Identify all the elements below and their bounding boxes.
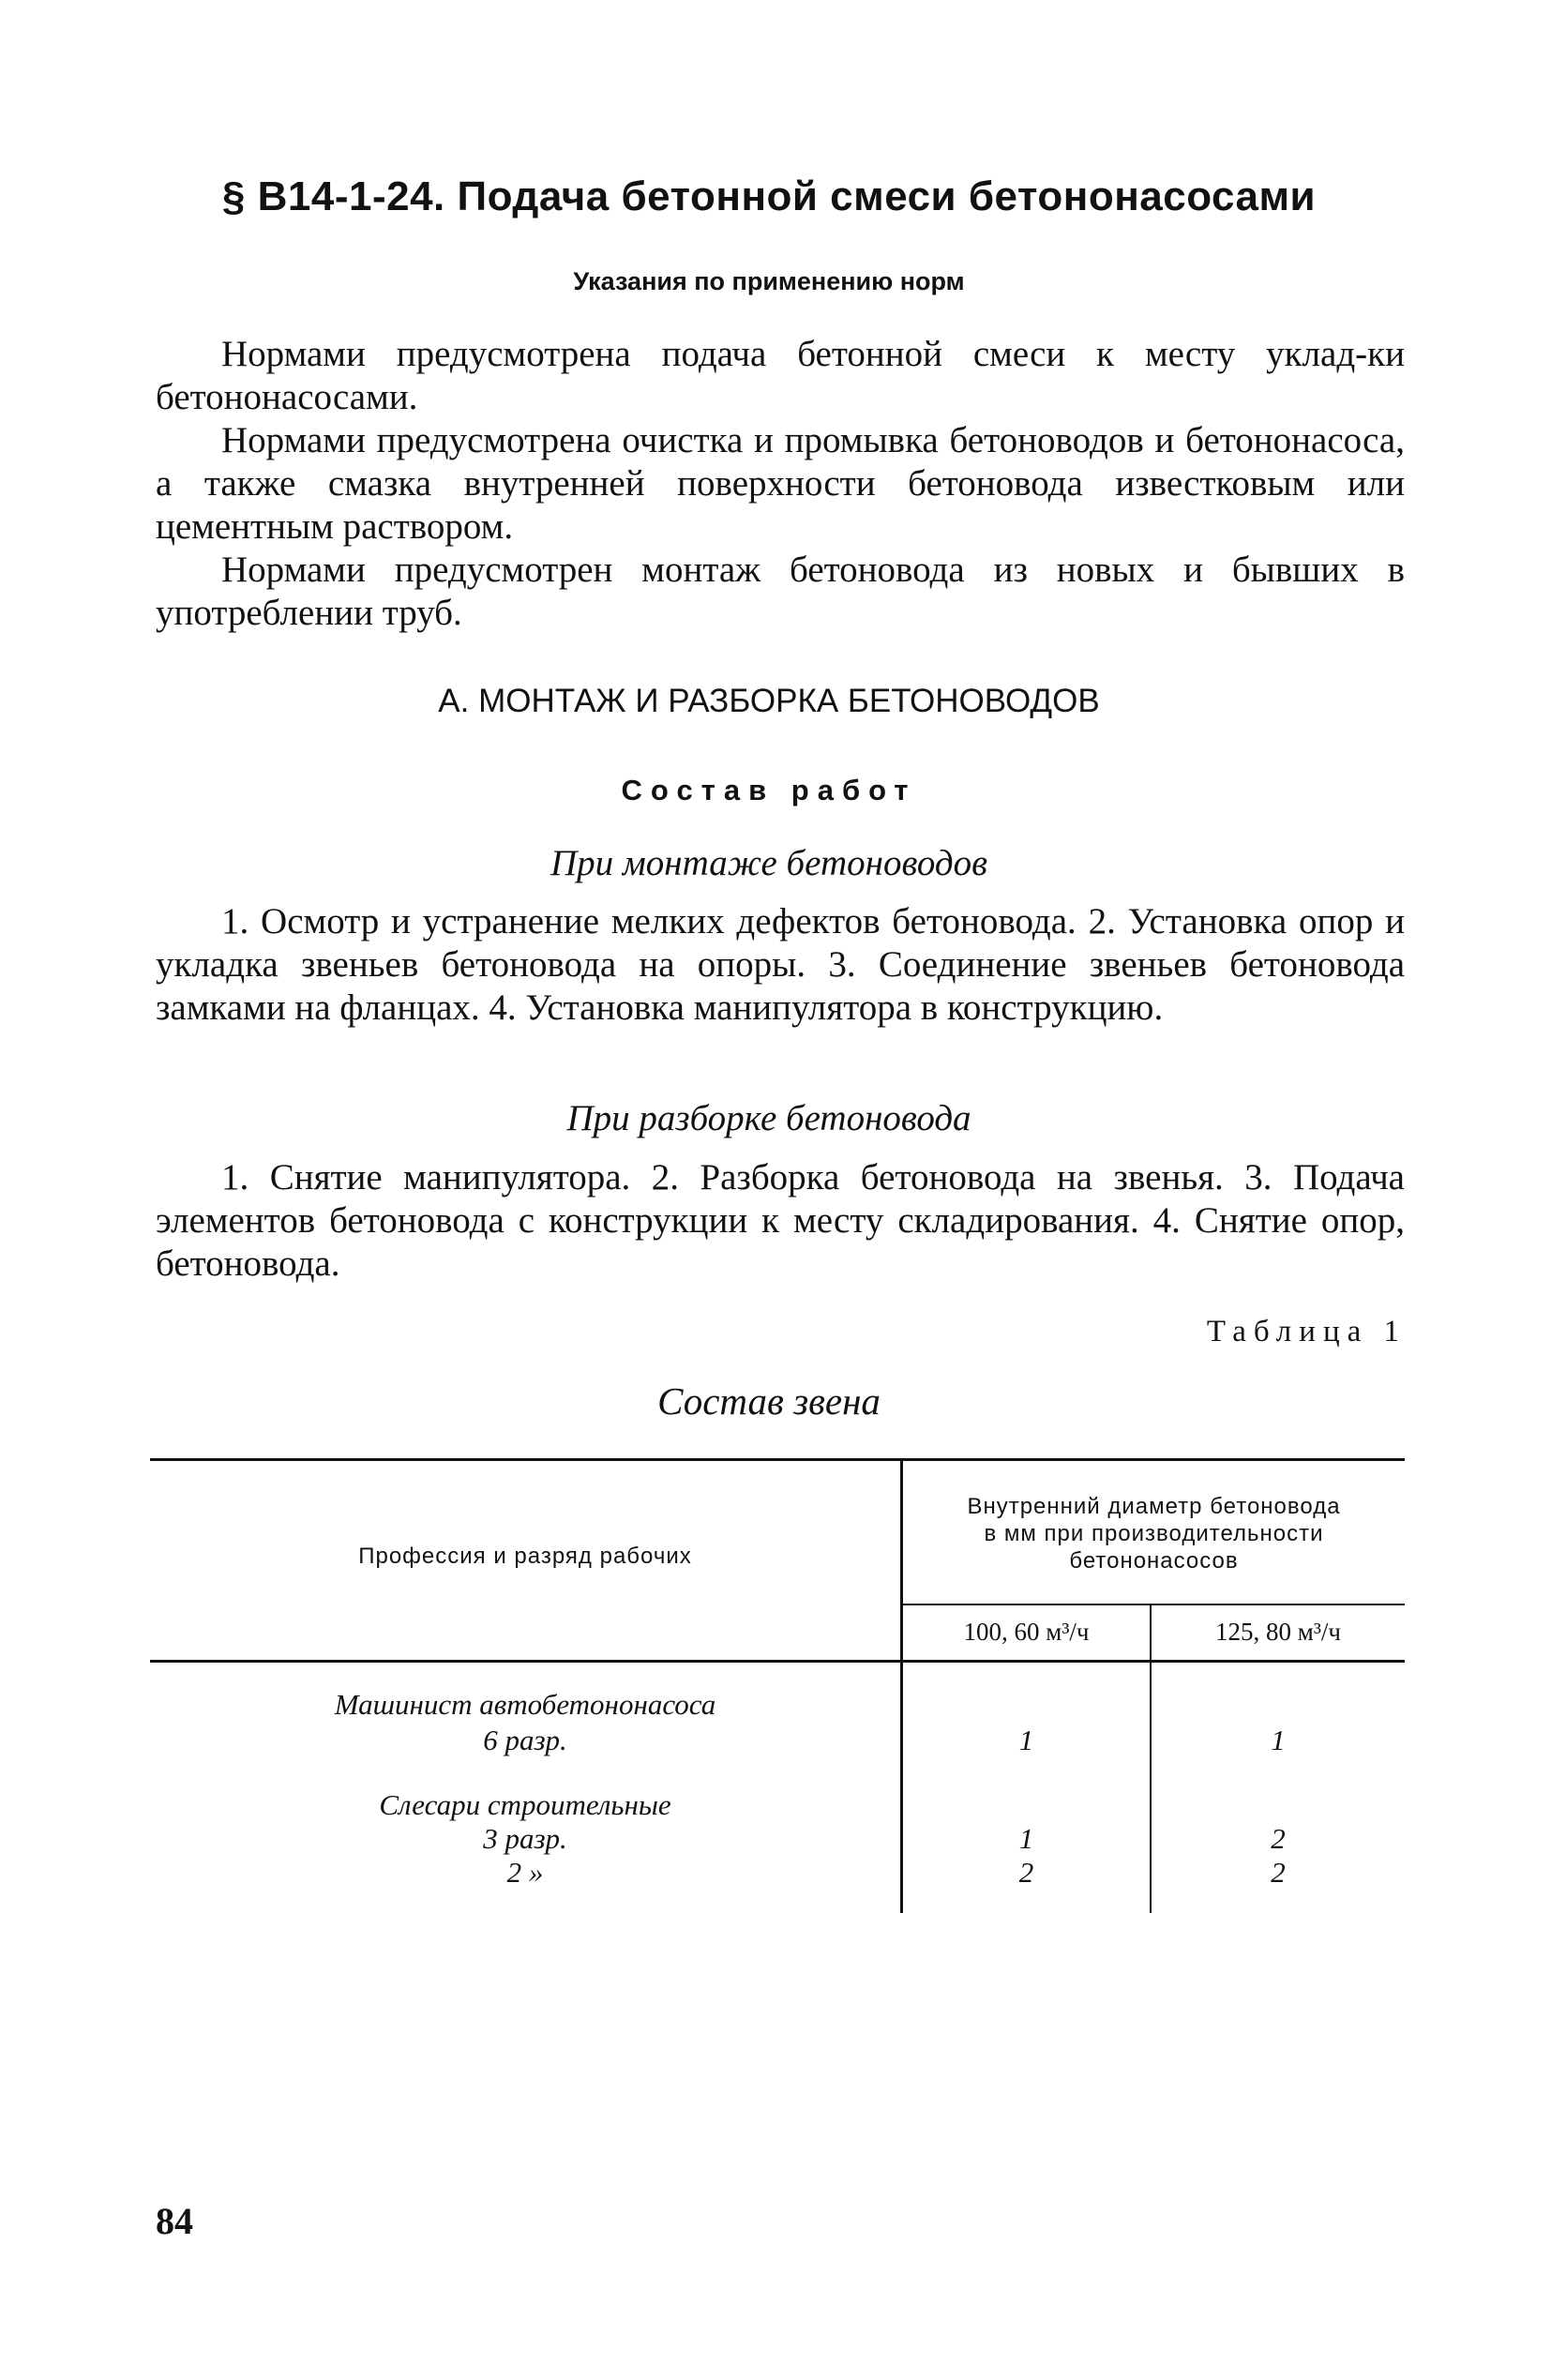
work-composition-heading: Состав работ	[621, 774, 917, 806]
header-col-b: 125, 80 м³/ч	[1214, 1618, 1341, 1646]
row-3-col-b: 2	[1271, 1856, 1286, 1889]
row-1-label: Машинист автобетононасоса	[334, 1688, 716, 1721]
table-top-rule	[150, 1458, 1405, 1461]
table-title: Состав звена	[657, 1379, 881, 1423]
table-number: Таблица 1	[1206, 1315, 1407, 1348]
mounting-heading: При монтаже бетоноводов	[550, 843, 988, 883]
row-2-grade: 3 разр.	[483, 1822, 567, 1855]
paragraph-2: Нормами предусмотрена очистка и промывка бетоноводов и бетононасоса, а также смазка внутренней поверхности бетоновода известковым или цементным раствором.	[156, 420, 1405, 547]
header-diameter-line-1: Внутренний диаметр бетоновода	[967, 1494, 1341, 1519]
dismantling-heading: При разборке бетоновода	[566, 1098, 971, 1138]
header-col-a: 100, 60 м³/ч	[963, 1618, 1090, 1646]
row-1-col-b: 1	[1271, 1724, 1286, 1756]
section-heading: § В14-1-24. Подача бетонной смеси бетононасосами	[221, 173, 1317, 219]
table-mid-rule	[900, 1604, 1405, 1605]
table-header-rule	[150, 1660, 1405, 1663]
header-diameter-line-3: бетононасосов	[1069, 1548, 1239, 1574]
row-2-col-a: 1	[1018, 1822, 1034, 1855]
header-diameter-line-2: в мм при производительности	[984, 1521, 1324, 1546]
paragraph-3: Нормами предусмотрен монтаж бетоновода из новых и бывших в употреблении труб.	[156, 550, 1405, 633]
dismantling-text: 1. Снятие манипулятора. 2. Разборка бетоновода на звенья. 3. Подача элементов бетоновода с конструкции к месту складирования. 4. Снятие опор, бетоновода.	[156, 1157, 1405, 1284]
row-2-label: Слесари строительные	[379, 1788, 671, 1821]
subsection-title: А. МОНТАЖ И РАЗБОРКА БЕТОНОВОДОВ	[438, 683, 1100, 719]
row-1-col-a: 1	[1018, 1724, 1034, 1756]
row-1-grade: 6 разр.	[483, 1724, 567, 1756]
row-3-col-a: 2	[1018, 1856, 1034, 1889]
crew-table	[150, 1458, 1405, 1913]
row-3-grade: 2 »	[506, 1856, 544, 1889]
paragraph-1: Нормами предусмотрена подача бетонной смеси к месту уклад-ки бетононасосами.	[156, 334, 1405, 417]
page-number: 84	[156, 2200, 193, 2242]
header-profession: Профессия и разряд рабочих	[358, 1544, 692, 1569]
mounting-text: 1. Осмотр и устранение мелких дефектов бетоновода. 2. Установка опор и укладка звеньев бетоновода на опоры. 3. Соединение звеньев бетоновода замками на фланцах. 4. Установка манипулятора в конструкцию.	[156, 901, 1405, 1028]
norms-subheading: Указания по применению норм	[573, 267, 965, 295]
row-2-col-b: 2	[1271, 1822, 1286, 1855]
